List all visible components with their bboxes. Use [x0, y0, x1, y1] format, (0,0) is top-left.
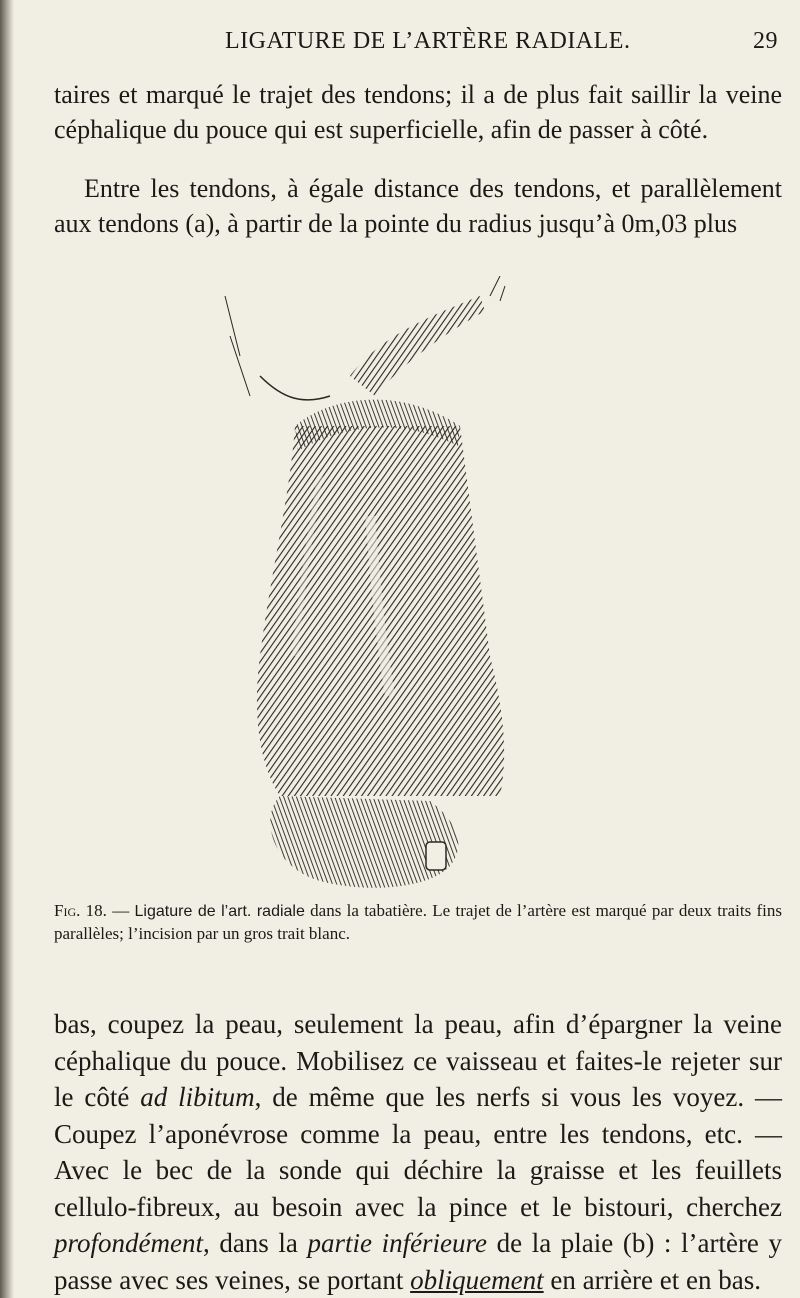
figure-engraving — [200, 276, 570, 896]
page-number: 29 — [753, 28, 778, 54]
paragraph-1: taires et marqué le trajet des tendons; il a de plus fait saillir la veine céphalique du pouce qui est superficielle, afin de passer à côté. — [54, 80, 782, 144]
p3-emphasis-obliquement: obliquement — [410, 1264, 544, 1295]
running-head — [225, 28, 778, 62]
caption-text: dans la tabatière. Le trajet de l’artère est marqué par deux traits fins parallèles; l’incision par un gros trait blanc. — [54, 901, 782, 943]
p3-emphasis-partie-inferieure: partie inférieure — [307, 1228, 488, 1258]
caption-title: Ligature de l’art. radiale — [134, 903, 305, 920]
p3-text-2: , de même que les nerfs si vous les voyez. — Coupez l’aponévrose comme la peau, entre les tendons, etc. — Avec le bec de la sonde qui déchire la graisse et les feuillets cellulo-fibreux, au besoin avec la pince et le bistouri, cherchez — [54, 1082, 782, 1222]
running-title: LIGATURE DE L’ARTÈRE RADIALE. — [225, 28, 631, 54]
figure-caption — [54, 900, 782, 945]
hand-engraving-icon — [200, 276, 570, 896]
paragraph-3 — [54, 1006, 782, 1298]
p3-text-4: de la plaie (b) : l’artère y passe avec ses veines, se portant — [54, 1228, 783, 1295]
paragraph-2: Entre les tendons, à égale distance des tendons, et parallèlement aux tendons (a), à partir de la pointe du radius jusqu’à 0m,03 plus — [54, 174, 782, 238]
p3-emphasis-ad-libitum: ad libitum — [140, 1082, 255, 1112]
caption-label: Fig. 18. — — [54, 901, 130, 920]
p3-text-3: , dans la — [202, 1228, 308, 1258]
p3-text-5: en arrière et en bas. — [543, 1264, 761, 1295]
p3-text-1: bas, coupez la peau, seulement la peau, afin d’épargner la veine céphalique du pouce. Mobilisez ce vaisseau et faites-le rejeter sur le côté — [54, 1009, 782, 1112]
page-binding-edge — [0, 0, 14, 1298]
p3-emphasis-profondement: profondément — [54, 1228, 203, 1258]
